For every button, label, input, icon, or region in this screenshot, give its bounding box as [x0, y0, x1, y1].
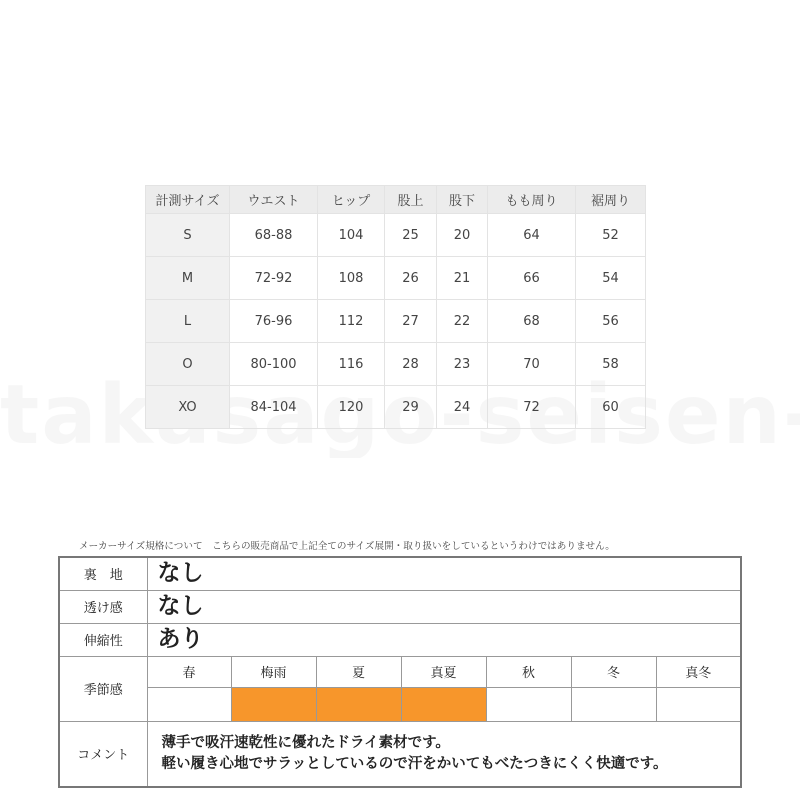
- stretch-label: 伸縮性: [59, 623, 147, 656]
- header-waist: ウエスト: [230, 186, 318, 214]
- comment-line: 軽い履き心地でサラッとしているので汗をかいてもべたつきにくく快適です。: [161, 755, 668, 772]
- season-spring: 春: [147, 656, 231, 687]
- season-midsummer: 真夏: [401, 656, 486, 687]
- comment-label: コメント: [59, 721, 147, 787]
- sheerness-label: 透け感: [59, 590, 147, 623]
- season-indicator: [656, 687, 741, 721]
- hem-value: 54: [576, 257, 646, 300]
- size-label: S: [146, 214, 230, 257]
- lining-value: なし: [147, 557, 741, 590]
- season-summer: 夏: [316, 656, 401, 687]
- rise-value: 28: [385, 343, 437, 386]
- inseam-value: 21: [437, 257, 488, 300]
- rise-value: 26: [385, 257, 437, 300]
- season-indicator: [571, 687, 656, 721]
- waist-value: 76-96: [230, 300, 318, 343]
- lining-row: [59, 557, 741, 590]
- hem-value: 60: [576, 386, 646, 429]
- hip-value: 112: [318, 300, 385, 343]
- season-rainy: 梅雨: [231, 656, 316, 687]
- season-indicator: [316, 687, 401, 721]
- header-thigh: もも周り: [488, 186, 576, 214]
- stretch-row: [59, 623, 741, 656]
- size-label: O: [146, 343, 230, 386]
- season-names-row: [59, 656, 741, 687]
- size-chart-table: [145, 185, 646, 429]
- hem-value: 56: [576, 300, 646, 343]
- inseam-value: 20: [437, 214, 488, 257]
- size-label: XO: [146, 386, 230, 429]
- rise-value: 25: [385, 214, 437, 257]
- waist-value: 68-88: [230, 214, 318, 257]
- hip-value: 116: [318, 343, 385, 386]
- header-hip: ヒップ: [318, 186, 385, 214]
- comment-line: 薄手で吸汗速乾性に優れたドライ素材です。: [161, 734, 450, 751]
- header-rise: 股上: [385, 186, 437, 214]
- waist-value: 72-92: [230, 257, 318, 300]
- header-hem: 裾周り: [576, 186, 646, 214]
- inseam-value: 23: [437, 343, 488, 386]
- thigh-value: 64: [488, 214, 576, 257]
- season-indicator: [147, 687, 231, 721]
- rise-value: 29: [385, 386, 437, 429]
- stretch-value: あり: [147, 623, 741, 656]
- thigh-value: 70: [488, 343, 576, 386]
- season-winter: 冬: [571, 656, 656, 687]
- thigh-value: 72: [488, 386, 576, 429]
- lining-label: 裏 地: [59, 557, 147, 590]
- thigh-value: 66: [488, 257, 576, 300]
- header-inseam: 股下: [437, 186, 488, 214]
- waist-value: 80-100: [230, 343, 318, 386]
- comment-row: [59, 721, 741, 787]
- size-label: L: [146, 300, 230, 343]
- sheerness-value: なし: [147, 590, 741, 623]
- hip-value: 104: [318, 214, 385, 257]
- season-autumn: 秋: [486, 656, 571, 687]
- inseam-value: 22: [437, 300, 488, 343]
- size-standard-note: メーカーサイズ規格について こちらの販売商品で上記全てのサイズ展開・取り扱いをしているというわけではありません。: [79, 541, 615, 552]
- size-row-o: [146, 343, 646, 386]
- size-row-xo: [146, 386, 646, 429]
- season-indicator: [401, 687, 486, 721]
- hem-value: 58: [576, 343, 646, 386]
- size-row-l: [146, 300, 646, 343]
- product-attributes-table: [58, 556, 742, 788]
- season-indicator-row: [59, 687, 741, 721]
- thigh-value: 68: [488, 300, 576, 343]
- hem-value: 52: [576, 214, 646, 257]
- waist-value: 84-104: [230, 386, 318, 429]
- season-indicator: [231, 687, 316, 721]
- rise-value: 27: [385, 300, 437, 343]
- sheerness-row: [59, 590, 741, 623]
- size-row-s: [146, 214, 646, 257]
- hip-value: 108: [318, 257, 385, 300]
- season-label: 季節感: [59, 656, 147, 721]
- header-measure-size: 計測サイズ: [146, 186, 230, 214]
- inseam-value: 24: [437, 386, 488, 429]
- size-label: M: [146, 257, 230, 300]
- size-chart-header-row: [146, 186, 646, 214]
- season-midwinter: 真冬: [656, 656, 741, 687]
- size-row-m: [146, 257, 646, 300]
- hip-value: 120: [318, 386, 385, 429]
- comment-text: [147, 721, 741, 787]
- season-indicator: [486, 687, 571, 721]
